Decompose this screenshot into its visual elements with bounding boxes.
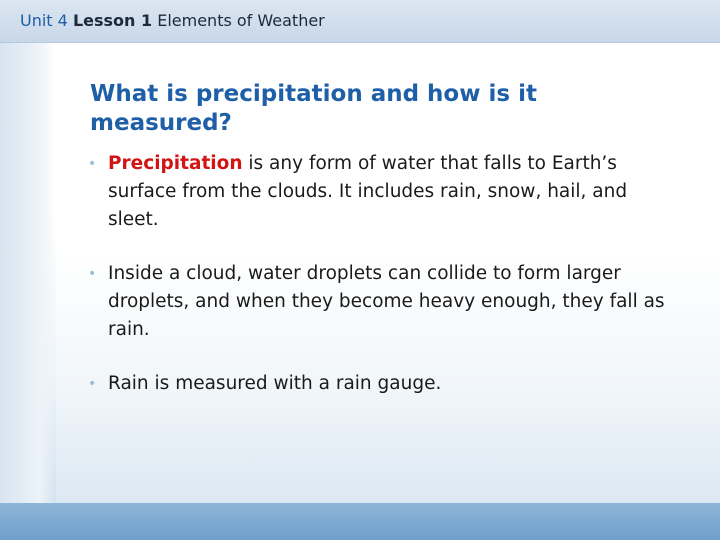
bullet-icon: • — [88, 376, 97, 392]
left-panel — [0, 43, 56, 503]
slide-title: What is precipitation and how is it measured? — [90, 81, 537, 136]
list-item — [88, 370, 678, 398]
topic-label: Elements of Weather — [157, 11, 325, 30]
bullet-icon: • — [88, 266, 97, 282]
bullet-text: is any form of water that falls to Earth’s surface from the clouds. It includes rain, snow, hail, and sleet. — [108, 153, 628, 230]
lesson-label: Lesson 1 — [72, 11, 153, 30]
list-item — [88, 150, 678, 234]
key-term: Precipitation — [108, 153, 243, 174]
list-item — [88, 260, 678, 344]
unit-label: Unit 4 — [20, 11, 68, 30]
bullet-text: Inside a cloud, water droplets can collide to form larger droplets, and when they become heavy enough, they fall as rain. — [108, 263, 665, 340]
bullet-list — [88, 150, 678, 424]
header-breadcrumb — [20, 11, 325, 30]
bullet-icon: • — [88, 156, 97, 172]
header-bar — [0, 0, 720, 43]
footer-bar — [0, 503, 720, 540]
bullet-text: Rain is measured with a rain gauge. — [108, 373, 442, 394]
